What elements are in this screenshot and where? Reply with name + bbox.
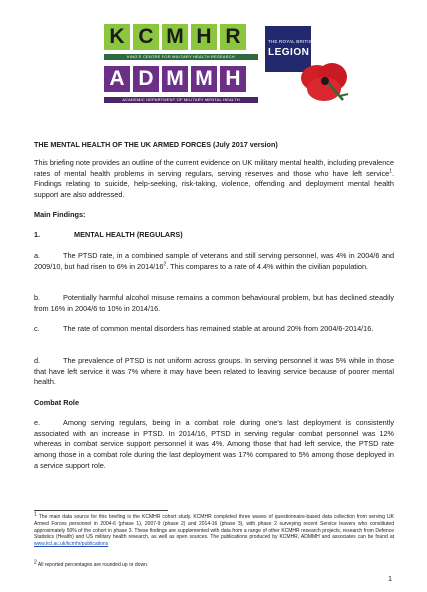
intro-paragraph xyxy=(34,158,394,201)
document-title: THE MENTAL HEALTH OF THE UK ARMED FORCES (July 2017 version) xyxy=(34,140,278,149)
footnote-number: 2 xyxy=(34,559,37,566)
paragraph-text: The rate of common mental disorders has remained stable at around 20% from 2004/6-2014/16. xyxy=(63,324,374,333)
paragraph-text: Among serving regulars, being in a combat role during one's last deployment is consistently associated with an increase in PTSD. In 2014/16, PTSD in serving regular combat personnel was 12% whereas in combat service support personnel it was 4%. Among those that had left service, the PTSD rate among those in a combat role during the last deployment was 17% compared to 5% among those deployed in a service support role. xyxy=(34,418,394,470)
section-number: 1. xyxy=(34,230,41,239)
kcmhr-letter: K xyxy=(104,24,130,50)
paragraph-label: a. xyxy=(34,251,41,260)
paragraph-b xyxy=(34,293,394,314)
section-1-heading xyxy=(34,230,394,241)
footnote-1 xyxy=(34,511,394,548)
admmh-letter: A xyxy=(104,66,130,92)
paragraph-d xyxy=(34,356,394,388)
admmh-letters xyxy=(104,66,246,92)
admmh-letter: H xyxy=(220,66,246,92)
paragraph-label: e. xyxy=(34,418,41,427)
paragraph-label: b. xyxy=(34,293,41,302)
kcmhr-letter: M xyxy=(162,24,188,50)
admmh-letter: M xyxy=(191,66,217,92)
royal-british-legion-logo xyxy=(265,26,355,104)
paragraph-text: Potentially harmful alcohol misuse remains a common behavioural problem, but has declined steadily from 16% in 2004/6 to 10% in 2014/16. xyxy=(34,293,394,313)
footnote-2 xyxy=(34,559,394,569)
admmh-banner: ACADEMIC DEPARTMENT OF MILITARY MENTAL HEALTH xyxy=(104,97,258,103)
paragraph-e xyxy=(34,418,394,472)
rbl-big-text: LEGION xyxy=(268,47,310,58)
combat-role-heading: Combat Role xyxy=(34,398,79,407)
kcmhr-banner: KING'S CENTRE FOR MILITARY HEALTH RESEARCH xyxy=(104,54,258,60)
page-number: 1 xyxy=(388,574,393,583)
footnote-divider xyxy=(34,510,168,511)
kcmhr-letter: C xyxy=(133,24,159,50)
main-findings-heading: Main Findings: xyxy=(34,210,86,219)
paragraph-text-cont: . This compares to a rate of 4.4% within the civilian population. xyxy=(166,261,369,271)
footnote-number: 1 xyxy=(34,511,37,518)
kcmhr-admmh-logo xyxy=(104,24,258,106)
admmh-letter: D xyxy=(133,66,159,92)
footnote-ref: 2 xyxy=(163,261,167,268)
footnote-ref: 1 xyxy=(389,168,392,175)
paragraph-label: c. xyxy=(34,324,40,333)
paragraph-a xyxy=(34,251,394,272)
kcmhr-letter: R xyxy=(220,24,246,50)
intro-text: This briefing note provides an outline of the current evidence on UK military mental health, including prevalence rates of mental health problems in serving regulars, serving reserves and those who have left service xyxy=(34,158,394,178)
footnote-text: All reported percentages are rounded up or down. xyxy=(36,562,149,568)
footnote-text: The main data source for this briefing is the KCMHR cohort study. KCMHR completed three waves of questionnaire-based data collection from serving UK Armed Forces personnel in 2004-6 (phase 1), 2007-9 (phase 2) and 2014-16 (phase 3), with phase 2 surveying recent Service leavers who constituted approximately 50% of the cohort in phase 3. These findings are supplemented with data from a range of other KCMHR research projects, research from Defence Statistics (Health) and US military health research, as well as open sources. The publications produced by KCMHR, ADMMH and associates can be found at xyxy=(34,514,394,541)
section-title: MENTAL HEALTH (REGULARS) xyxy=(74,230,183,239)
intro-text-cont: . Findings relating to suicide, help-seeking, risk-taking, violence, offending and deployment mental health support are also addressed. xyxy=(34,168,394,200)
paragraph-text: The prevalence of PTSD is not uniform across groups. In serving personnel it was 5% while in those that have left service it was 7% where it may have been related to leaving service because of poorer mental health. xyxy=(34,356,394,387)
paragraph-label: d. xyxy=(34,356,41,365)
admmh-letter: M xyxy=(162,66,188,92)
publications-link[interactable]: www.kcl.ac.uk/kcmhr/publications xyxy=(34,541,109,548)
rbl-small-text: THE ROYAL BRITISH xyxy=(268,39,316,44)
kcmhr-letters xyxy=(104,24,246,50)
paragraph-c xyxy=(34,324,394,335)
poppy-icon xyxy=(295,58,353,104)
paragraph-text: The PTSD rate, in a combined sample of veterans and still serving personnel, was 4% in 2004/6 and 2009/10, but had risen to 6% in 2014/16 xyxy=(34,251,394,271)
kcmhr-letter: H xyxy=(191,24,217,50)
